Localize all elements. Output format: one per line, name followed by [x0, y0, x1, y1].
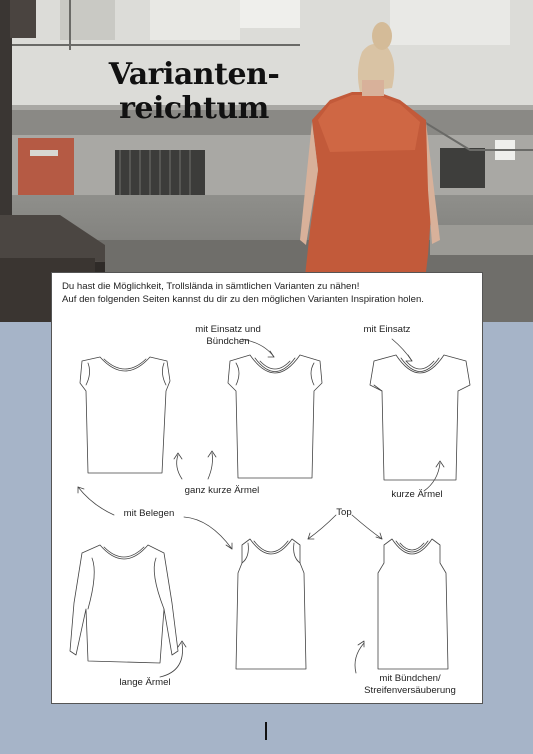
label-insert-cuffs: [188, 324, 268, 348]
intro-line-2: Auf den folgenden Seiten kannst du dir zu den möglichen Varianten Inspiration holen.: [62, 294, 424, 305]
label-facings: mit Belegen: [123, 508, 175, 519]
label-cuffs-strip-line-1: mit Bündchen/: [379, 673, 441, 684]
title-line-1: Varianten-: [108, 57, 280, 92]
title-line-2: reichtum: [119, 91, 269, 126]
intro-line-1: Du hast die Möglichkeit, Trollslända in sämtlichen Varianten zu nähen!: [62, 281, 360, 292]
sketch-long-sleeves: [70, 545, 178, 663]
sketch-top-cuffs: [378, 539, 448, 669]
label-top: Top: [336, 507, 352, 518]
label-long-sleeves: lange Ärmel: [119, 677, 171, 688]
label-insert: mit Einsatz: [363, 324, 411, 335]
page-title: [104, 58, 284, 126]
sketch-top-facings: [236, 539, 306, 669]
label-short-sleeves: kurze Ärmel: [391, 489, 443, 500]
label-cuffs-strip-line-2: Streifenversäuberung: [364, 685, 456, 696]
variants-card: [51, 272, 483, 704]
page-marker: [265, 722, 267, 740]
label-insert-cuffs-line-1: mit Einsatz und: [195, 324, 261, 335]
label-insert-cuffs-line-2: Bündchen: [206, 336, 250, 347]
sketch-insert: [370, 355, 470, 480]
label-very-short-sleeves: ganz kurze Ärmel: [184, 485, 260, 496]
label-cuffs-strip: [352, 673, 468, 697]
sketch-very-short-sleeves: [80, 357, 170, 473]
sketch-insert-cuffs: [228, 355, 322, 478]
